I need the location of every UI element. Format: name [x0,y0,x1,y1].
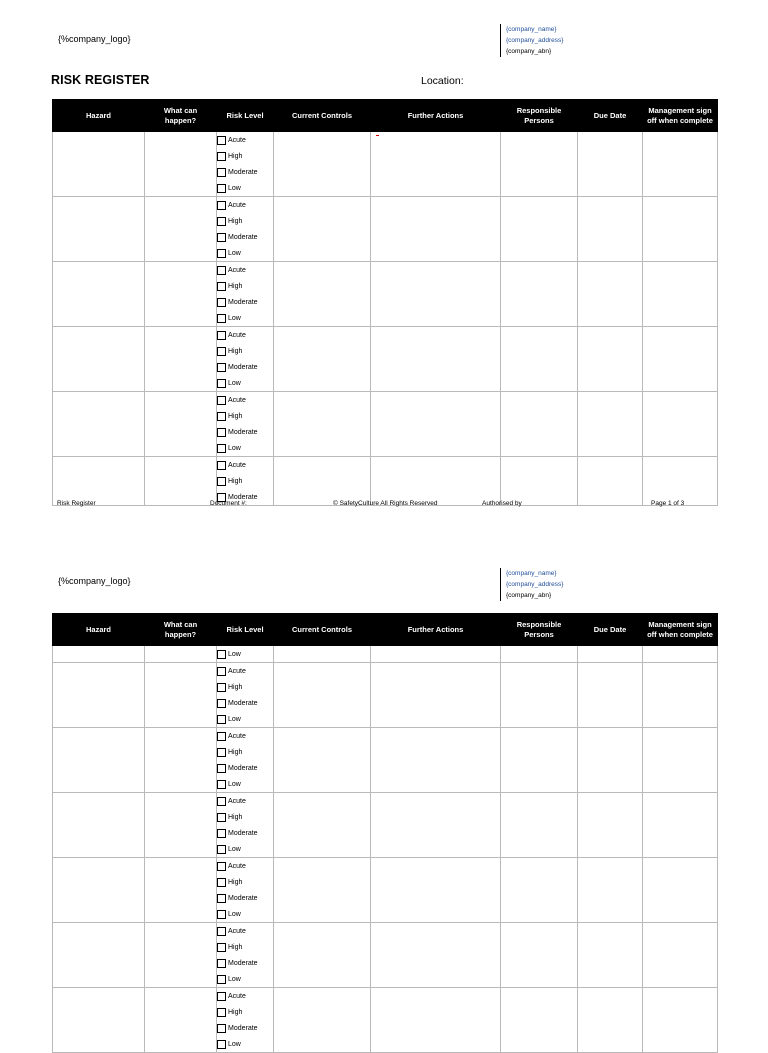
checkbox-icon[interactable] [217,748,226,757]
checkbox-icon[interactable] [217,314,226,323]
further-actions-cell[interactable] [371,923,501,988]
management-signoff-cell[interactable] [643,197,718,262]
responsible-persons-cell[interactable] [501,392,578,457]
risk-option-label: Moderate [228,829,258,837]
management-signoff-cell[interactable] [643,457,718,506]
due-date-cell[interactable] [578,923,643,988]
checkbox-icon[interactable] [217,461,226,470]
table-row [53,646,718,663]
current-controls-cell[interactable] [274,923,371,988]
header-risk-level: Risk Level [217,100,274,132]
current-controls-cell[interactable] [274,262,371,327]
table-row [53,132,718,197]
what-can-happen-cell[interactable] [145,392,217,457]
risk-option-label: High [228,152,243,160]
risk-register-table [52,613,718,1053]
checkbox-icon[interactable] [217,732,226,741]
hazard-cell[interactable] [53,858,145,923]
risk-option-low[interactable] [217,440,273,456]
current-controls-cell[interactable] [274,646,371,663]
risk-option-low[interactable] [217,180,273,196]
risk-option-label: High [228,748,243,756]
risk-option-label: Low [228,184,241,192]
due-date-cell[interactable] [578,197,643,262]
current-controls-cell[interactable] [274,327,371,392]
checkbox-icon[interactable] [217,412,226,421]
header-due-date: Due Date [578,614,643,646]
header-current-controls: Current Controls [274,614,371,646]
current-controls-cell[interactable] [274,663,371,728]
risk-option-high[interactable] [217,343,273,359]
header-responsible-persons: Responsible Persons [501,100,578,132]
table-row [53,728,718,793]
what-can-happen-cell[interactable] [145,858,217,923]
header-what-can-happen: What can happen? [145,614,217,646]
management-signoff-cell[interactable] [643,327,718,392]
what-can-happen-cell[interactable] [145,327,217,392]
risk-option-high[interactable] [217,148,273,164]
risk-option-low[interactable] [217,375,273,391]
header-further-actions: Further Actions [371,100,501,132]
further-actions-cell[interactable] [371,988,501,1053]
risk-option-label: High [228,683,243,691]
risk-option-acute[interactable] [217,197,273,213]
checkbox-icon[interactable] [217,379,226,388]
checkbox-icon[interactable] [217,201,226,210]
checkbox-icon[interactable] [217,282,226,291]
company-abn: {company_abn} [506,592,552,599]
current-controls-cell[interactable] [274,858,371,923]
risk-option-label: Acute [228,461,246,469]
management-signoff-cell[interactable] [643,646,718,663]
risk-level-cell [217,197,274,262]
current-controls-cell[interactable] [274,457,371,506]
table-row [53,793,718,858]
hazard-cell[interactable] [53,392,145,457]
due-date-cell[interactable] [578,858,643,923]
risk-option-label: Acute [228,797,246,805]
checkbox-icon[interactable] [217,910,226,919]
checkbox-icon[interactable] [217,715,226,724]
risk-option-label: Low [228,249,241,257]
checkbox-icon[interactable] [217,992,226,1001]
current-controls-cell[interactable] [274,197,371,262]
further-actions-cell[interactable] [371,457,501,506]
table-row [53,327,718,392]
risk-option-moderate[interactable] [217,825,273,841]
footer-copyright: © SafetyCulture All Rights Reserved [333,500,438,507]
risk-level-cell [217,327,274,392]
risk-option-label: High [228,412,243,420]
header-current-controls: Current Controls [274,100,371,132]
checkbox-icon[interactable] [217,152,226,161]
hazard-cell[interactable] [53,327,145,392]
risk-level-cell [217,923,274,988]
what-can-happen-cell[interactable] [145,646,217,663]
checkbox-icon[interactable] [217,975,226,984]
what-can-happen-cell[interactable] [145,457,217,506]
risk-option-low[interactable] [217,646,273,662]
risk-option-low[interactable] [217,776,273,792]
current-controls-cell[interactable] [274,793,371,858]
checkbox-icon[interactable] [217,266,226,275]
risk-option-low[interactable] [217,245,273,261]
current-controls-cell[interactable] [274,392,371,457]
further-actions-cell[interactable] [371,646,501,663]
risk-option-label: Acute [228,667,246,675]
risk-option-high[interactable] [217,809,273,825]
checkbox-icon[interactable] [217,667,226,676]
management-signoff-cell[interactable] [643,728,718,793]
checkbox-icon[interactable] [217,683,226,692]
checkbox-icon[interactable] [217,233,226,242]
current-controls-cell[interactable] [274,132,371,197]
risk-option-label: High [228,477,243,485]
checkbox-icon[interactable] [217,168,226,177]
risk-option-label: Moderate [228,1024,258,1032]
footer-page-number: Page 1 of 3 [651,500,685,507]
responsible-persons-cell[interactable] [501,197,578,262]
checkbox-icon[interactable] [217,428,226,437]
table-row [53,197,718,262]
what-can-happen-cell[interactable] [145,988,217,1053]
due-date-cell[interactable] [578,457,643,506]
further-actions-cell[interactable] [371,327,501,392]
risk-option-acute[interactable] [217,457,273,473]
risk-option-label: Low [228,780,241,788]
further-actions-cell[interactable] [371,197,501,262]
risk-option-label: Acute [228,862,246,870]
checkbox-icon[interactable] [217,650,226,659]
current-controls-cell[interactable] [274,988,371,1053]
risk-option-label: High [228,813,243,821]
table-row [53,262,718,327]
risk-option-label: High [228,282,243,290]
risk-option-acute[interactable] [217,923,273,939]
risk-option-label: Moderate [228,233,258,241]
risk-level-cell [217,132,274,197]
risk-option-acute[interactable] [217,858,273,874]
table-row [53,923,718,988]
risk-option-label: Acute [228,992,246,1000]
further-actions-cell[interactable] [371,132,501,197]
risk-option-high[interactable] [217,874,273,890]
further-actions-cell[interactable] [371,728,501,793]
management-signoff-cell[interactable] [643,663,718,728]
risk-option-high[interactable] [217,939,273,955]
risk-option-low[interactable] [217,711,273,727]
page-title: RISK REGISTER [51,73,150,87]
risk-register-table [52,99,718,506]
risk-option-acute[interactable] [217,793,273,809]
hazard-cell[interactable] [53,923,145,988]
checkbox-icon[interactable] [217,845,226,854]
further-actions-cell[interactable] [371,262,501,327]
table-header-row [53,100,718,132]
page-1 [0,0,768,520]
table-row [53,858,718,923]
checkbox-icon[interactable] [217,780,226,789]
table-row [53,988,718,1053]
management-signoff-cell[interactable] [643,988,718,1053]
company-name: {company_name} [506,570,557,577]
footer-authorised-by: Authorised by [482,500,522,507]
risk-option-moderate[interactable] [217,890,273,906]
what-can-happen-cell[interactable] [145,197,217,262]
risk-option-label: Acute [228,331,246,339]
risk-option-moderate[interactable] [217,695,273,711]
responsible-persons-cell[interactable] [501,646,578,663]
risk-option-high[interactable] [217,278,273,294]
risk-option-moderate[interactable] [217,229,273,245]
checkbox-icon[interactable] [217,943,226,952]
risk-option-moderate[interactable] [217,1020,273,1036]
what-can-happen-cell[interactable] [145,262,217,327]
risk-option-moderate[interactable] [217,294,273,310]
risk-option-label: Moderate [228,699,258,707]
responsible-persons-cell[interactable] [501,988,578,1053]
risk-option-low[interactable] [217,1036,273,1052]
management-signoff-cell[interactable] [643,262,718,327]
risk-option-acute[interactable] [217,988,273,1004]
header-hazard: Hazard [53,100,145,132]
what-can-happen-cell[interactable] [145,663,217,728]
risk-level-cell [217,663,274,728]
risk-option-label: Moderate [228,764,258,772]
checkbox-icon[interactable] [217,298,226,307]
hazard-cell[interactable] [53,646,145,663]
risk-option-label: Acute [228,732,246,740]
hazard-cell[interactable] [53,197,145,262]
risk-option-low[interactable] [217,841,273,857]
risk-level-cell [217,262,274,327]
responsible-persons-cell[interactable] [501,457,578,506]
spellcheck-mark [376,135,379,136]
checkbox-icon[interactable] [217,894,226,903]
due-date-cell[interactable] [578,132,643,197]
current-controls-cell[interactable] [274,728,371,793]
risk-option-acute[interactable] [217,728,273,744]
table-row [53,392,718,457]
risk-option-high[interactable] [217,408,273,424]
checkbox-icon[interactable] [217,217,226,226]
risk-option-label: High [228,347,243,355]
responsible-persons-cell[interactable] [501,728,578,793]
management-signoff-cell[interactable] [643,793,718,858]
risk-option-acute[interactable] [217,663,273,679]
due-date-cell[interactable] [578,392,643,457]
risk-option-high[interactable] [217,679,273,695]
page-2 [0,545,768,1048]
risk-option-label: Low [228,444,241,452]
risk-option-moderate[interactable] [217,424,273,440]
further-actions-cell[interactable] [371,858,501,923]
risk-option-label: Moderate [228,959,258,967]
risk-option-low[interactable] [217,906,273,922]
responsible-persons-cell[interactable] [501,327,578,392]
risk-option-label: Moderate [228,298,258,306]
checkbox-icon[interactable] [217,797,226,806]
risk-level-cell [217,646,274,663]
risk-option-acute[interactable] [217,262,273,278]
risk-option-label: Moderate [228,894,258,902]
risk-option-label: Acute [228,201,246,209]
due-date-cell[interactable] [578,663,643,728]
what-can-happen-cell[interactable] [145,132,217,197]
checkbox-icon[interactable] [217,813,226,822]
hazard-cell[interactable] [53,988,145,1053]
risk-option-acute[interactable] [217,132,273,148]
checkbox-icon[interactable] [217,878,226,887]
checkbox-icon[interactable] [217,396,226,405]
footer-doc-number: Document #: [210,500,247,507]
risk-option-label: Moderate [228,363,258,371]
risk-option-label: Acute [228,266,246,274]
checkbox-icon[interactable] [217,136,226,145]
responsible-persons-cell[interactable] [501,858,578,923]
hazard-cell[interactable] [53,793,145,858]
risk-level-cell [217,728,274,793]
header-what-can-happen: What can happen? [145,100,217,132]
header-responsible-persons: Responsible Persons [501,614,578,646]
checkbox-icon[interactable] [217,959,226,968]
what-can-happen-cell[interactable] [145,793,217,858]
risk-option-label: Low [228,314,241,322]
hazard-cell[interactable] [53,663,145,728]
risk-option-label: Low [228,845,241,853]
further-actions-cell[interactable] [371,392,501,457]
company-address: {company_address} [506,581,564,588]
risk-option-label: Low [228,379,241,387]
risk-option-moderate[interactable] [217,359,273,375]
company-address: {company_address} [506,37,564,44]
risk-option-label: Acute [228,136,246,144]
risk-option-moderate[interactable] [217,955,273,971]
risk-option-label: Low [228,975,241,983]
management-signoff-cell[interactable] [643,132,718,197]
location-label: Location: [421,75,464,87]
management-signoff-cell[interactable] [643,392,718,457]
risk-option-moderate[interactable] [217,760,273,776]
risk-option-label: Moderate [228,168,258,176]
risk-option-label: High [228,217,243,225]
responsible-persons-cell[interactable] [501,793,578,858]
what-can-happen-cell[interactable] [145,923,217,988]
header-management-signoff: Management sign off when complete [643,614,718,646]
hazard-cell[interactable] [53,457,145,506]
what-can-happen-cell[interactable] [145,728,217,793]
risk-level-cell [217,988,274,1053]
checkbox-icon[interactable] [217,477,226,486]
risk-option-label: Low [228,650,241,658]
checkbox-icon[interactable] [217,829,226,838]
management-signoff-cell[interactable] [643,858,718,923]
checkbox-icon[interactable] [217,1008,226,1017]
table-header-row [53,614,718,646]
risk-option-label: High [228,1008,243,1016]
hazard-cell[interactable] [53,262,145,327]
risk-option-label: Low [228,715,241,723]
risk-option-acute[interactable] [217,392,273,408]
due-date-cell[interactable] [578,793,643,858]
due-date-cell[interactable] [578,327,643,392]
checkbox-icon[interactable] [217,249,226,258]
risk-option-high[interactable] [217,744,273,760]
risk-option-label: Moderate [228,493,258,501]
further-actions-cell[interactable] [371,663,501,728]
checkbox-icon[interactable] [217,1040,226,1049]
risk-level-cell [217,858,274,923]
checkbox-icon[interactable] [217,331,226,340]
responsible-persons-cell[interactable] [501,923,578,988]
company-abn: {company_abn} [506,48,552,55]
risk-option-low[interactable] [217,310,273,326]
due-date-cell[interactable] [578,728,643,793]
header-management-signoff: Management sign off when complete [643,100,718,132]
risk-option-acute[interactable] [217,327,273,343]
responsible-persons-cell[interactable] [501,262,578,327]
risk-option-label: Moderate [228,428,258,436]
due-date-cell[interactable] [578,262,643,327]
further-actions-cell[interactable] [371,793,501,858]
risk-option-label: High [228,878,243,886]
table-row [53,457,718,506]
risk-option-high[interactable] [217,473,273,489]
checkbox-icon[interactable] [217,699,226,708]
company-logo-placeholder: {%company_logo} [58,34,131,44]
checkbox-icon[interactable] [217,363,226,372]
checkbox-icon[interactable] [217,927,226,936]
risk-option-label: Low [228,910,241,918]
checkbox-icon[interactable] [217,764,226,773]
risk-option-label: Acute [228,396,246,404]
checkbox-icon[interactable] [217,444,226,453]
risk-level-cell [217,392,274,457]
hazard-cell[interactable] [53,132,145,197]
risk-option-high[interactable] [217,213,273,229]
responsible-persons-cell[interactable] [501,132,578,197]
header-further-actions: Further Actions [371,614,501,646]
responsible-persons-cell[interactable] [501,663,578,728]
header-hazard: Hazard [53,614,145,646]
risk-option-moderate[interactable] [217,164,273,180]
company-info [500,568,563,601]
risk-option-label: Low [228,1040,241,1048]
checkbox-icon[interactable] [217,347,226,356]
header-due-date: Due Date [578,100,643,132]
risk-level-cell [217,793,274,858]
hazard-cell[interactable] [53,728,145,793]
company-logo-placeholder: {%company_logo} [58,576,131,586]
due-date-cell[interactable] [578,988,643,1053]
checkbox-icon[interactable] [217,862,226,871]
company-info [500,24,563,57]
footer-doc-name: Risk Register [57,500,96,507]
risk-level-cell [217,457,274,506]
checkbox-icon[interactable] [217,184,226,193]
header-risk-level: Risk Level [217,614,274,646]
management-signoff-cell[interactable] [643,923,718,988]
company-name: {company_name} [506,26,557,33]
risk-option-low[interactable] [217,971,273,987]
table-row [53,663,718,728]
risk-option-label: High [228,943,243,951]
due-date-cell[interactable] [578,646,643,663]
risk-option-label: Acute [228,927,246,935]
risk-option-high[interactable] [217,1004,273,1020]
checkbox-icon[interactable] [217,1024,226,1033]
